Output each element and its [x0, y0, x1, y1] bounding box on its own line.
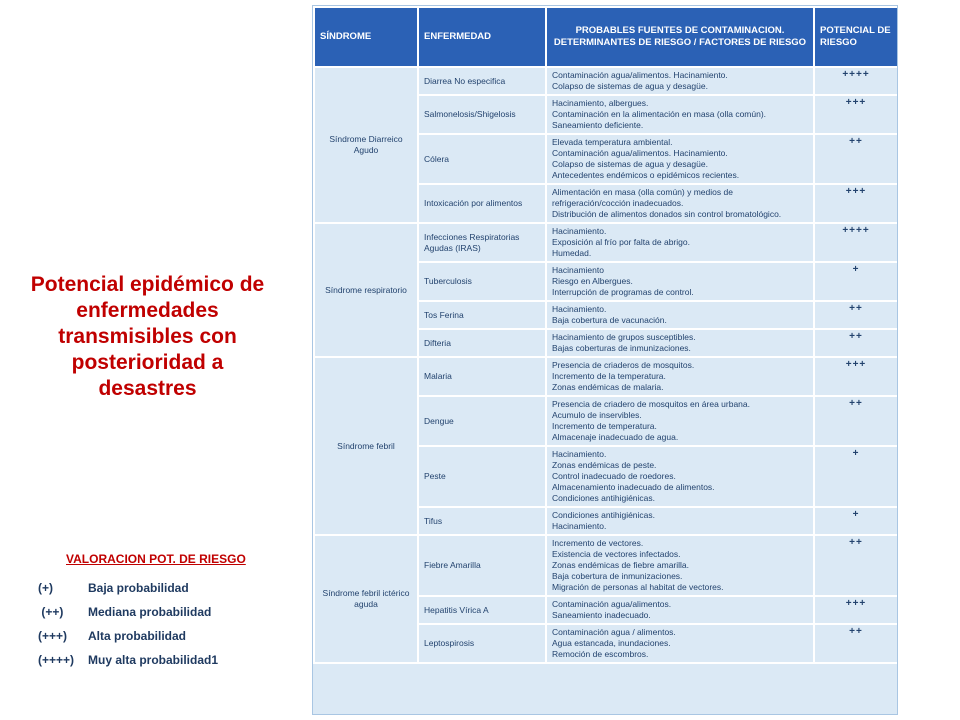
- potential-cell: ++: [814, 134, 898, 184]
- disease-cell: Dengue: [418, 396, 546, 446]
- factors-cell: [546, 446, 814, 507]
- legend-item: [38, 624, 288, 648]
- factor-line: Baja cobertura de vacunación.: [552, 315, 667, 325]
- legend-label: Baja probabilidad: [88, 581, 189, 595]
- factor-line: Incremento de temperatura.: [552, 421, 657, 431]
- factor-line: Control inadecuado de roedores.: [552, 471, 676, 481]
- table-row: [314, 535, 898, 596]
- factors-cell: [546, 95, 814, 134]
- factor-line: Colapso de sistemas de agua y desagüe.: [552, 159, 708, 169]
- legend-symbol: (+++): [38, 629, 68, 643]
- factor-line: Almacenamiento inadecuado de alimentos.: [552, 482, 715, 492]
- factor-line: Migración de personas al habitat de vectores.: [552, 582, 724, 592]
- factor-line: Presencia de criaderos de mosquitos.: [552, 360, 695, 370]
- potential-cell: +: [814, 446, 898, 507]
- factors-cell: [546, 357, 814, 396]
- factor-line: Contaminación en la alimentación en masa (olla común).: [552, 109, 767, 119]
- potential-cell: ++: [814, 301, 898, 329]
- factor-line: Agua estancada, inundaciones.: [552, 638, 671, 648]
- table-row: [314, 357, 898, 396]
- legend-label: Mediana probabilidad: [88, 605, 212, 619]
- legend-item: [38, 648, 288, 672]
- factor-line: Hacinamiento.: [552, 521, 607, 531]
- factor-line: Contaminación agua/alimentos. Hacinamiento.: [552, 148, 728, 158]
- factor-line: Contaminación agua/alimentos. Hacinamiento.: [552, 70, 728, 80]
- factor-line: Saneamiento deficiente.: [552, 120, 644, 130]
- disease-cell: Tos Ferina: [418, 301, 546, 329]
- potential-cell: ++++: [814, 223, 898, 262]
- factor-line: Elevada temperatura ambiental.: [552, 137, 673, 147]
- table-row: [314, 223, 898, 262]
- factors-cell: [546, 262, 814, 301]
- factor-line: Alimentación en masa (olla común) y medios de refrigeración/cocción inadecuados.: [552, 187, 733, 208]
- disease-cell: Difteria: [418, 329, 546, 357]
- factor-line: Hacinamiento.: [552, 226, 607, 236]
- header-syndrome: SÍNDROME: [314, 7, 418, 67]
- potential-cell: ++: [814, 624, 898, 663]
- factors-cell: [546, 507, 814, 535]
- disease-cell: Tuberculosis: [418, 262, 546, 301]
- factors-cell: [546, 184, 814, 223]
- disease-cell: Diarrea No especifica: [418, 67, 546, 95]
- factor-line: Zonas endémicas de peste.: [552, 460, 657, 470]
- factor-line: Acumulo de inservibles.: [552, 410, 642, 420]
- factor-line: Incremento de vectores.: [552, 538, 644, 548]
- legend-label: Muy alta probabilidad1: [88, 653, 219, 667]
- disease-cell: Infecciones Respiratorias Agudas (IRAS): [418, 223, 546, 262]
- factor-line: Hacinamiento: [552, 265, 604, 275]
- table-header-row: [314, 7, 898, 67]
- factor-line: Contaminación agua / alimentos.: [552, 627, 676, 637]
- factor-line: Hacinamiento.: [552, 449, 607, 459]
- potential-cell: ++++: [814, 67, 898, 95]
- legend-symbol: (++): [38, 605, 64, 619]
- syndrome-cell: Síndrome respiratorio: [314, 223, 418, 357]
- legend-symbol: (++++): [38, 653, 75, 667]
- factor-line: Humedad.: [552, 248, 592, 258]
- factor-line: Hacinamiento.: [552, 304, 607, 314]
- legend-heading: VALORACION POT. DE RIESGO: [66, 552, 246, 566]
- factor-line: Condiciones antihigiénicas.: [552, 510, 656, 520]
- factor-line: Exposición al frío por falta de abrigo.: [552, 237, 690, 247]
- disease-cell: Leptospirosis: [418, 624, 546, 663]
- legend-label: Alta probabilidad: [88, 629, 187, 643]
- potential-cell: ++: [814, 535, 898, 596]
- potential-cell: ++: [814, 396, 898, 446]
- potential-cell: +++: [814, 596, 898, 624]
- risk-table-panel: [312, 5, 898, 715]
- factor-line: Interrupción de programas de control.: [552, 287, 694, 297]
- factor-line: Riesgo en Albergues.: [552, 276, 633, 286]
- factor-line: Almacenaje inadecuado de agua.: [552, 432, 679, 442]
- factor-line: Condiciones antihigiénicas.: [552, 493, 656, 503]
- factor-line: Colapso de sistemas de agua y desagüe.: [552, 81, 708, 91]
- syndrome-cell: Síndrome febril: [314, 357, 418, 535]
- potential-cell: +: [814, 507, 898, 535]
- legend-symbol: (+): [38, 581, 53, 595]
- potential-cell: +++: [814, 95, 898, 134]
- risk-table: [313, 6, 898, 664]
- disease-cell: Salmonelosis/Shigelosis: [418, 95, 546, 134]
- factor-line: Zonas endémicas de fiebre amarilla.: [552, 560, 690, 570]
- factor-line: Zonas endémicas de malaria.: [552, 382, 664, 392]
- syndrome-cell: Síndrome febril ictérico aguda: [314, 535, 418, 663]
- factor-line: Remoción de escombros.: [552, 649, 649, 659]
- disease-cell: Fiebre Amarilla: [418, 535, 546, 596]
- table-body: [314, 67, 898, 663]
- disease-cell: Hepatitis Vírica A: [418, 596, 546, 624]
- disease-cell: Cólera: [418, 134, 546, 184]
- factors-cell: [546, 301, 814, 329]
- factors-cell: [546, 624, 814, 663]
- factor-line: Existencia de vectores infectados.: [552, 549, 681, 559]
- potential-cell: ++: [814, 329, 898, 357]
- factors-cell: [546, 596, 814, 624]
- header-potential: POTENCIAL DE RIESGO: [814, 7, 898, 67]
- factor-line: Distribución de alimentos donados sin control bromatológico.: [552, 209, 782, 219]
- potential-cell: +: [814, 262, 898, 301]
- factor-line: Incremento de la temperatura.: [552, 371, 666, 381]
- factor-line: Hacinamiento, albergues.: [552, 98, 649, 108]
- risk-legend: [38, 552, 288, 672]
- header-factors: PROBABLES FUENTES DE CONTAMINACION. DETERMINANTES DE RIESGO / FACTORES DE RIESGO: [546, 7, 814, 67]
- factor-line: Bajas coberturas de inmunizaciones.: [552, 343, 691, 353]
- factor-line: Contaminación agua/alimentos.: [552, 599, 672, 609]
- legend-item: [38, 600, 288, 624]
- factors-cell: [546, 67, 814, 95]
- disease-cell: Tifus: [418, 507, 546, 535]
- factors-cell: [546, 535, 814, 596]
- page-title: Potencial epidémico de enfermedades transmisibles con posterioridad a desastres: [30, 273, 265, 400]
- table-row: [314, 67, 898, 95]
- factor-line: Hacinamiento de grupos susceptibles.: [552, 332, 696, 342]
- factors-cell: [546, 134, 814, 184]
- disease-cell: Intoxicación por alimentos: [418, 184, 546, 223]
- factors-cell: [546, 329, 814, 357]
- factor-line: Baja cobertura de inmunizaciones.: [552, 571, 683, 581]
- factor-line: Saneamiento inadecuado.: [552, 610, 651, 620]
- factors-cell: [546, 396, 814, 446]
- factor-line: Antecedentes endémicos o epidémicos recientes.: [552, 170, 740, 180]
- potential-cell: +++: [814, 357, 898, 396]
- factor-line: Presencia de criadero de mosquitos en área urbana.: [552, 399, 750, 409]
- potential-cell: +++: [814, 184, 898, 223]
- header-disease: ENFERMEDAD: [418, 7, 546, 67]
- syndrome-cell: Síndrome Diarreico Agudo: [314, 67, 418, 223]
- legend-item: [38, 576, 288, 600]
- disease-cell: Peste: [418, 446, 546, 507]
- factors-cell: [546, 223, 814, 262]
- disease-cell: Malaria: [418, 357, 546, 396]
